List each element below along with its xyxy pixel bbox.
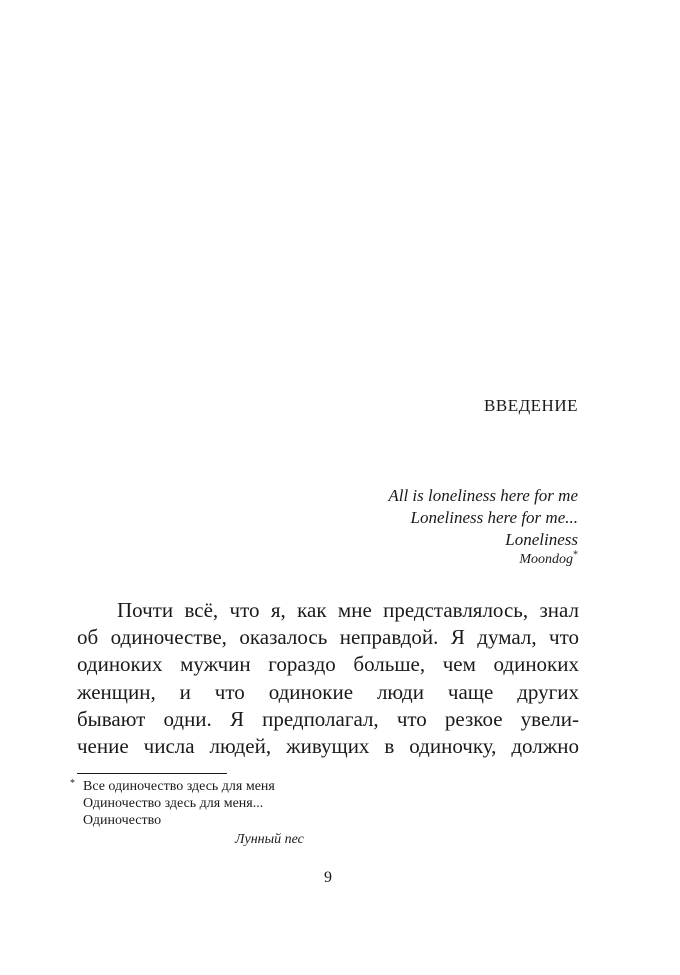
- body-line: чение числа людей, живущих в одиночку, должно: [77, 734, 579, 759]
- footnote-divider: [77, 773, 227, 774]
- body-line: Почти всё, что я, как мне представлялось, знал: [117, 598, 579, 622]
- body-line: об одиночестве, оказалось неправдой. Я думал, что: [77, 625, 579, 650]
- epigraph-line: Loneliness here for me...: [410, 508, 578, 527]
- body-line: женщин, и что одинокие люди чаще других: [77, 679, 579, 704]
- epigraph-author: [388, 551, 578, 569]
- body-paragraph: [77, 597, 579, 760]
- epigraph: [388, 485, 578, 569]
- footnote-reference-mark[interactable]: *: [573, 549, 578, 561]
- footnote-line: Одиночество: [83, 813, 162, 828]
- footnote-line: Все одиночество здесь для меня: [83, 779, 275, 794]
- footnote: [70, 778, 304, 848]
- epigraph-author-name: Moondog: [519, 552, 573, 567]
- footnote-mark: *: [70, 778, 75, 789]
- chapter-title: ВВЕДЕНИЕ: [484, 396, 578, 415]
- body-line: бывают одни. Я предполагал, что резкое увели-: [77, 706, 579, 731]
- epigraph-line: All is loneliness here for me: [388, 486, 578, 505]
- epigraph-line: Loneliness: [505, 530, 578, 549]
- page-number: 9: [324, 869, 332, 886]
- body-line: одиноких мужчин гораздо больше, чем одиноких: [77, 652, 579, 677]
- footnote-author: Лунный пес: [235, 832, 304, 847]
- footnote-line: Одиночество здесь для меня...: [83, 796, 264, 811]
